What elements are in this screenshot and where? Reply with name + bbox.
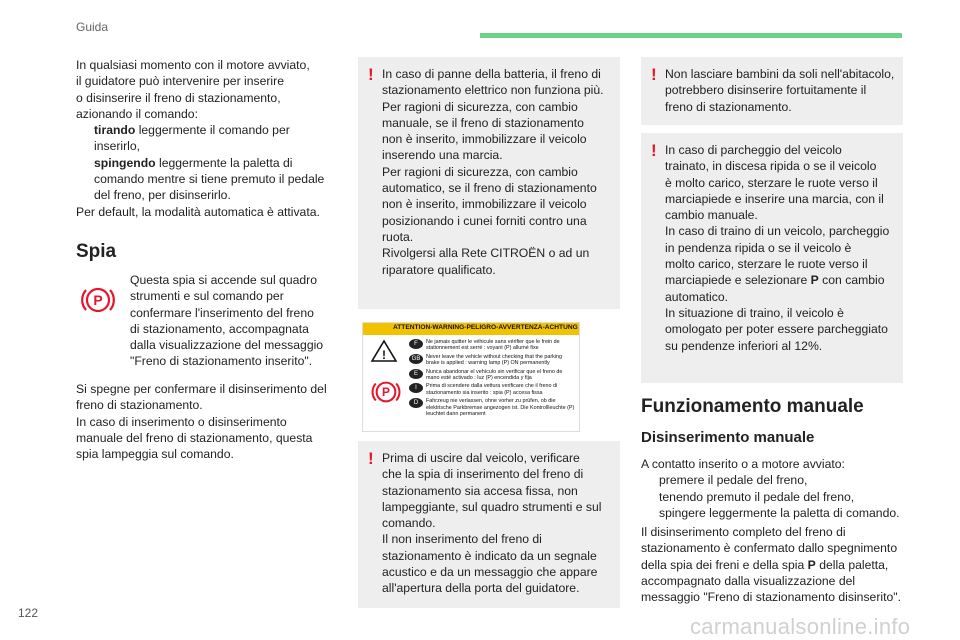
bullet-cont: inserirlo, [94, 139, 141, 154]
warn-line: manuale, se il freno di stazionamento [382, 115, 584, 130]
country-code: F [409, 339, 423, 349]
warn-line: In caso di panne della batteria, il freno di [382, 67, 601, 81]
warn-line: inserendo una marcia. [382, 148, 503, 163]
bullet-item [641, 489, 903, 505]
warn-line: che la spia di inserimento del freno di [382, 467, 584, 482]
warn-line: automatico. [665, 289, 729, 304]
warning-icon: ! [368, 65, 374, 84]
warn-line: Rivolgersi alla Rete CITROËN o ad un [382, 246, 590, 261]
warn-line: non è inserito, immobilizzare il veicolo [382, 132, 587, 147]
warn-line: trainato, in discesa ripida o se il veicolo [665, 159, 877, 174]
final-text-part: della spia dei freni e della spia [641, 557, 808, 572]
warn-line: non è inserito, immobilizzare il veicolo [382, 197, 587, 212]
intro-line: il guidatore può intervenire per inserire [76, 74, 284, 89]
spegne-line: spia lampeggia sul comando. [76, 447, 234, 462]
warning-icon: ! [651, 141, 657, 160]
p-indicator-label: P [807, 557, 816, 572]
release-confirm-text [641, 524, 911, 605]
section-label: Guida [76, 20, 109, 34]
default-line: Per default, la modalità automatica è attivata. [76, 204, 320, 219]
left-intro [76, 57, 346, 220]
warn-line: è molto carico, sterzare le ruote verso il [665, 175, 878, 190]
page-number: 122 [18, 606, 39, 620]
svg-text:!: ! [382, 348, 386, 362]
warn-line: Il non inserimento del freno di [382, 532, 542, 547]
label-parking-icon [369, 375, 403, 409]
final-text-part: della paletta, [815, 557, 889, 572]
warning-box-exit [358, 441, 620, 608]
intro-line: o disinserire il freno di stazionamento, [76, 90, 281, 105]
spia-text [130, 272, 345, 370]
warning-icon: ! [368, 449, 374, 468]
warn-line: posizionando i cunei forniti contro una [382, 213, 587, 228]
parking-brake-icon [78, 280, 118, 320]
warning-label-card [362, 322, 580, 432]
warn-line: comando. [382, 516, 436, 531]
warn-line: all'apertura della porta del guidatore. [382, 581, 580, 596]
warn-line: In caso di traino di un veicolo, parcheggio [665, 224, 890, 239]
bullet-text: premere il pedale del freno, [659, 473, 808, 488]
release-intro: A contatto inserito o a motore avviato: [641, 457, 845, 471]
warn-line: freno di stazionamento. [665, 99, 792, 114]
final-line: Il disinserimento completo del freno di [641, 525, 846, 539]
final-line [641, 557, 911, 573]
warn-line: Non lasciare bambini da soli nell'abitacolo, [665, 67, 895, 81]
label-row [409, 398, 575, 417]
bullet-item [641, 472, 903, 488]
warning-box-battery [358, 57, 620, 309]
spegne-line: manuale del freno di stazionamento, questa [76, 430, 313, 445]
warn-line: riparatore qualificato. [382, 262, 496, 277]
warn-line: In caso di parcheggio del veicolo [665, 143, 842, 157]
label-row-text: Ne jamais quitter le véhicule sans vérifier que le frein de stationnement est serré : voyant (P) allumé fixe [426, 339, 560, 352]
spia-line: confermare l'inserimento del freno [130, 305, 314, 320]
spia-line: di stazionamento, accompagnata [130, 321, 309, 336]
country-code: E [409, 369, 423, 379]
label-row [409, 383, 575, 396]
manual-release-heading: Disinserimento manuale [641, 429, 815, 446]
spia-heading: Spia [76, 241, 117, 262]
header-accent-bar [480, 33, 902, 38]
bullet-bold: spingendo [94, 155, 156, 170]
warning-icon: ! [651, 65, 657, 84]
spegne-line: In caso di inserimento o disinserimento [76, 414, 287, 429]
warn-line: acustico e da un messaggio che appare [382, 565, 598, 580]
intro-line: In qualsiasi momento con il motore avviato, [76, 58, 310, 72]
warn-line: su pendenze inferiori al 12%. [665, 338, 823, 353]
spegne-line: Si spegne per confermare il disinserimento del [76, 382, 327, 396]
warning-box-children [641, 57, 903, 125]
warn-line: automatico, se il freno di stazionamento [382, 181, 597, 196]
final-line: stazionamento è confermato dallo spegnimento [641, 541, 898, 556]
label-rows [409, 339, 575, 417]
bullet-bold: tirando [94, 123, 136, 138]
gear-p-label: P [810, 273, 819, 288]
warn-line: marciapiede e inserire una marcia, con il [665, 191, 884, 206]
country-code: GB [409, 354, 423, 364]
watermark: carmanualsonline.info [690, 614, 911, 639]
label-header-text: ATTENTION-WARNING-PELIGRO-AVVERTENZA-ACHTUNG [393, 324, 578, 331]
bullet-item [76, 155, 346, 171]
warn-line: Prima di uscire dal veicolo, verificare [382, 451, 580, 465]
bullet-cont: del freno, per disinserirlo. [94, 188, 231, 203]
spia-line: "Freno di stazionamento inserito". [130, 354, 313, 369]
warn-line: ruota. [382, 229, 414, 244]
warn-line: potrebbero disinserire fortuitamente il [665, 83, 867, 98]
label-row-text: Nunca abandonar el vehículo sin verificar que el freno de mano esté activado : luz (P) encendida y fija [426, 368, 563, 382]
bullet-item [76, 122, 346, 138]
label-row [409, 369, 575, 382]
label-row [409, 354, 575, 367]
country-code: I [409, 383, 423, 393]
warn-text-part: con cambio [818, 273, 885, 288]
warn-line: lampeggiante, sul quadro strumenti e sul [382, 499, 602, 514]
country-code: D [409, 398, 423, 408]
triangle-warning-icon [371, 339, 397, 363]
label-row-text: Never leave the vehicle without checking that the parking brake is applied : warning lamp (P) ON permanently [426, 353, 563, 367]
label-row-text: Prima di scendere dalla vettura verificare che il freno di stazionamento sia inserito : spia (P) accesa fissa [426, 383, 558, 396]
warn-line: Per ragioni di sicurezza, con cambio [382, 99, 578, 114]
warn-line: stazionamento è indicato da un segnale [382, 548, 597, 563]
svg-text:P: P [93, 292, 103, 308]
warn-line: cambio manuale. [665, 208, 758, 223]
spia-line: strumenti e sul comando per [130, 289, 284, 304]
label-row-text: Fahrzeug nie verlassen, ohne vorher zu prüfen, ob die elektrische Parkbremse angezogen ist. Die Kontrollleuchte (P) leuchtet dann permanent [426, 398, 575, 418]
svg-text:P: P [382, 385, 390, 400]
bullet-text: leggermente il comando per [135, 123, 290, 138]
intro-line: azionando il comando: [76, 106, 198, 121]
final-line: messaggio "Freno di stazionamento disinserito". [641, 590, 901, 605]
warn-text-part: marciapiede e selezionare [665, 273, 811, 288]
bullet-text: leggermente la paletta di [155, 155, 293, 170]
warning-box-parking-slope [641, 133, 903, 383]
warn-line: stazionamento sia accesa fissa, non [382, 483, 578, 498]
label-row [409, 339, 575, 352]
label-header-bar [363, 323, 579, 335]
warn-line: Per ragioni di sicurezza, con cambio [382, 164, 578, 179]
warn-line: stazionamento elettrico non funziona più. [382, 83, 604, 98]
final-line: accompagnato dalla visualizzazione del [641, 573, 856, 588]
bullet-cont: comando mentre si tiene premuto il pedale [94, 172, 325, 187]
warn-line: molto carico, sterzare le ruote verso il [665, 257, 868, 272]
bullet-text: tenendo premuto il pedale del freno, [659, 489, 855, 504]
warn-line: omologato per poter essere parcheggiato [665, 322, 888, 337]
manual-operation-heading: Funzionamento manuale [641, 396, 864, 417]
spia-line: Questa spia si accende sul quadro [130, 273, 317, 287]
warn-line [665, 272, 901, 288]
spegne-text [76, 381, 348, 462]
spia-line: dalla visualizzazione del messaggio [130, 338, 324, 353]
warn-line: In situazione di traino, il veicolo è [665, 305, 844, 320]
warn-line: in pendenza ripida o se il veicolo è [665, 240, 852, 255]
manual-release-text [641, 456, 903, 521]
spegne-line: freno di stazionamento. [76, 398, 203, 413]
bullet-cont: spingere leggermente la paletta di comando. [659, 505, 900, 520]
